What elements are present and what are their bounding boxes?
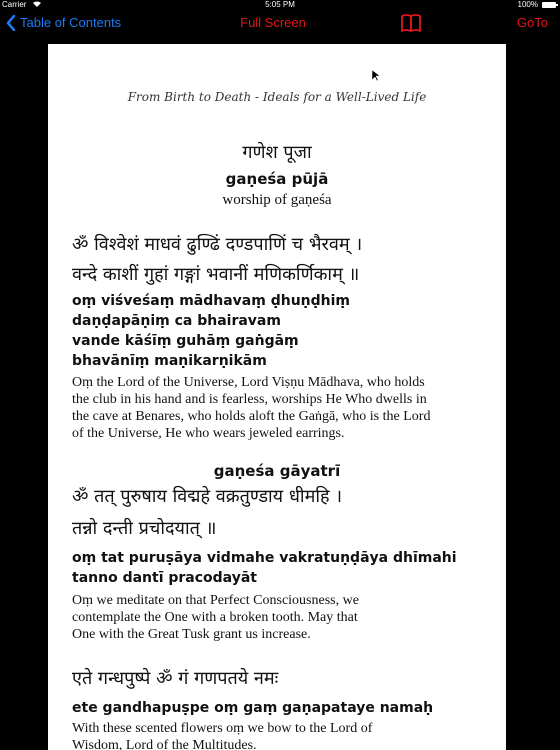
- section1-transliteration: [72, 291, 492, 371]
- translation-line: Oṃ we meditate on that Perfect Consciousness, we: [72, 593, 359, 608]
- section3-translation: [72, 720, 492, 750]
- back-button-label: Table of Contents: [20, 15, 122, 30]
- translit-line: oṃ tat puruṣāya vidmahe vakratuṇḍāya dhīmahi: [72, 550, 457, 566]
- battery-icon: [542, 2, 556, 8]
- translation-line: the club in his hand and is fearless, worships He Who dwells in: [72, 392, 427, 407]
- translit-line: bhavānīṃ maṇikarṇikām: [72, 353, 267, 369]
- translit-line: tanno dantī pracodayāt: [72, 570, 257, 586]
- full-screen-button[interactable]: Full Screen: [240, 15, 306, 30]
- carrier-label: Carrier: [2, 0, 27, 9]
- translation-line: the cave at Benares, who holds aloft the Gaṅgā, who is the Lord: [72, 409, 431, 424]
- battery-percent: 100%: [517, 0, 538, 9]
- section2-verse-line1: ॐ तत् पुरुषाय विद्महे वक्रतुण्डाय धीमहि ।: [72, 486, 343, 507]
- translit-line: daṇḍapāṇiṃ ca bhairavam: [72, 313, 281, 329]
- translation-line: One with the Great Tusk grant us increase.: [72, 627, 311, 642]
- section1-heading-translit: gaṇeśa pūjā: [225, 170, 329, 188]
- translit-line: oṃ viśveśaṃ mādhavaṃ ḍhuṇḍhiṃ: [72, 293, 351, 309]
- translation-line: of the Universe, He who wears jeweled earrings.: [72, 426, 345, 441]
- section2-transliteration: [72, 548, 492, 588]
- section2-verse-line2: तन्नो दन्ती प्रचोदयात् ॥: [72, 518, 217, 539]
- section1-heading-devanagari: गणेश पूजा: [242, 142, 312, 163]
- translation-line: With these scented flowers oṃ we bow to the Lord of: [72, 721, 373, 736]
- status-bar: [0, 0, 560, 10]
- section1-translation: [72, 374, 492, 442]
- translit-line: vande kāśīṃ guhāṃ gaṅgāṃ: [72, 333, 299, 349]
- section1-heading-english: worship of gaṇeśa: [222, 192, 332, 208]
- section3-verse-line1: एते गन्धपुष्पे ॐ गं गणपतये नमः: [72, 668, 279, 689]
- translation-line: contemplate the One with a broken tooth. May that: [72, 610, 358, 625]
- translation-line: Wisdom, Lord of the Multitudes.: [72, 738, 257, 750]
- section2-translation: [72, 592, 492, 643]
- section2-heading-translit: gaṇeśa gāyatrī: [213, 462, 341, 480]
- translation-line: Oṃ the Lord of the Universe, Lord Viṣṇu Mādhava, who holds: [72, 375, 425, 390]
- goto-button[interactable]: GoTo: [516, 15, 548, 30]
- book-icon[interactable]: [400, 13, 422, 33]
- book-title: From Birth to Death - Ideals for a Well-Lived Life: [127, 90, 427, 104]
- status-time: 5:05 PM: [265, 0, 295, 9]
- cursor-icon: [372, 70, 380, 82]
- section1-verse-line2: वन्दे काशीं गुहां गङ्गां भवानीं मणिकर्णिकाम् ॥: [72, 264, 360, 285]
- book-page[interactable]: [48, 44, 506, 750]
- nav-bar: [0, 10, 560, 36]
- section3-transliteration: ete gandhapuṣpe oṃ gaṃ gaṇapataye namaḥ: [72, 700, 434, 716]
- section1-verse-line1: ॐ विश्वेशं माधवं ढुण्ढिं दण्डपाणिं च भैरवम् ।: [72, 234, 363, 255]
